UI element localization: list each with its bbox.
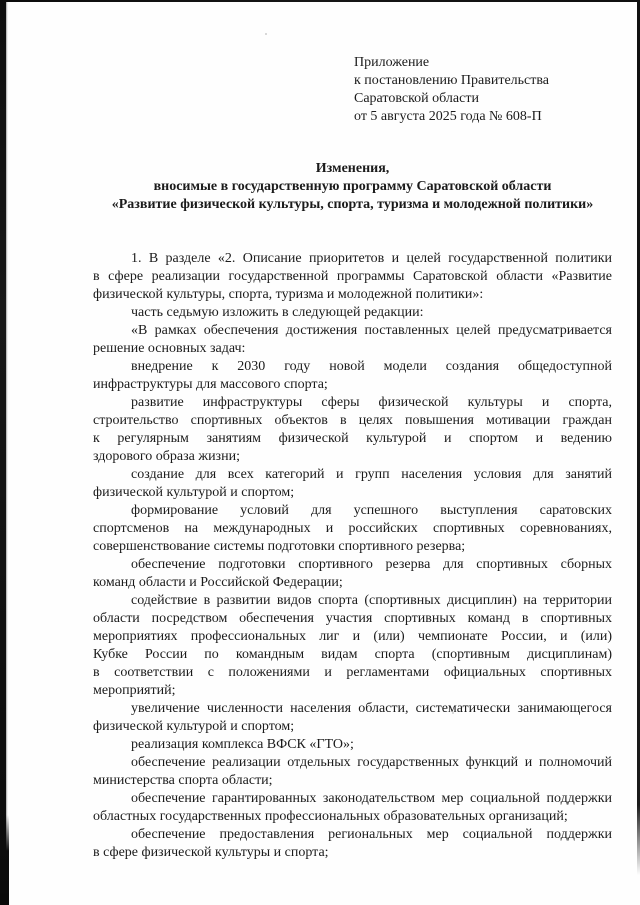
body-line: содействие в развитии видов спорта (спортивных дисциплин) на территории [131,593,612,608]
body-line: Кубке России по командным видам спорта (спортивным дисциплинам) [93,647,612,662]
paragraph [93,466,612,502]
body-line: физической культуры, спорта, туризма и молодежной политики»: [93,287,484,302]
body-line: спортсменов на международных и российских спортивных соревнованиях, [93,521,612,536]
paragraph [93,736,612,754]
annex-line: к постановлению Правительства [354,73,550,88]
paragraph [93,502,612,556]
paragraph [93,700,612,736]
paragraph [93,790,612,826]
body-line: внедрение к 2030 году новой модели создания общедоступной [131,359,612,374]
body-line: решение основных задач: [93,341,246,356]
annex-line: от 5 августа 2025 года № 608-П [354,109,542,124]
body-line: «В рамках обеспечения достижения поставленных целей предусматривается [131,323,612,338]
title-line: «Развитие физической культуры, спорта, туризма и молодежной политики» [111,197,594,212]
body-line: формирование условий для успешного выступления саратовских [131,503,612,518]
document-title [93,160,612,214]
paragraph [93,754,612,790]
paragraph [93,556,612,592]
body-line: реализация комплекса ВФСК «ГТО»; [131,737,354,752]
body-line: развитие инфраструктуры сферы физической культуры и спорта, [131,395,612,410]
body-line: обеспечение реализации отдельных государственных функций и полномочий [131,755,612,770]
paragraph [93,250,612,304]
scan-edge-top [0,0,640,2]
body-line: области посредством обеспечения участия спортивных команд в спортивных [93,611,612,626]
paragraph [93,394,612,466]
paragraph [93,592,612,700]
body-line: в сфере реализации государственной программы Саратовской области «Развитие [93,269,612,284]
body-line: физической культурой и спортом; [93,719,295,734]
body-line: к регулярным занятиям физической культурой и спортом и ведению [93,431,612,446]
annex-line: Приложение [354,55,430,70]
title-line: вносимые в государственную программу Саратовской области [153,179,552,194]
title-line: Изменения, [315,161,390,176]
body-line: здорового образа жизни; [93,449,240,464]
paragraph [93,826,612,862]
scan-edge-left [0,0,6,905]
paragraph [93,322,612,358]
paragraph [93,358,612,394]
body-line: команд области и Российской Федерации; [93,575,343,590]
body-line: областных государственных профессиональных образовательных организаций; [93,809,568,824]
body-line: 1. В разделе «2. Описание приоритетов и целей государственной политики [131,251,612,266]
body-line: обеспечение предоставления региональных мер социальной поддержки [131,827,612,842]
body-line: мероприятиях профессиональных лиг и (или) чемпионате России, и (или) [93,629,612,644]
body-line: обеспечение подготовки спортивного резерва для спортивных сборных [131,557,612,572]
body-line: увеличение численности населения области, систематически занимающегося [131,701,612,716]
body-line: физической культурой и спортом; [93,485,295,500]
body-line: в соответствии с положениями и регламентами официальных спортивных [93,665,612,680]
annex-line: Саратовской области [354,91,479,106]
document-body [93,250,612,862]
annex-reference-block [354,54,604,126]
paragraph [93,304,612,322]
body-line: строительство спортивных объектов в целях повышения мотивации граждан [93,413,612,428]
body-line: часть седьмую изложить в следующей редакции: [131,305,424,320]
scan-edge-left-bottom [0,815,9,905]
body-line: инфраструктуры для массового спорта; [93,377,328,392]
scan-speck [265,33,267,35]
body-line: обеспечение гарантированных законодательством мер социальной поддержки [131,791,612,806]
body-line: в сфере физической культуры и спорта; [93,845,329,860]
body-line: совершенствование системы подготовки спортивного резерва; [93,539,466,554]
body-line: министерства спорта области; [93,773,273,788]
body-line: мероприятий; [93,683,176,698]
body-line: создание для всех категорий и групп населения условия для занятий [131,467,612,482]
